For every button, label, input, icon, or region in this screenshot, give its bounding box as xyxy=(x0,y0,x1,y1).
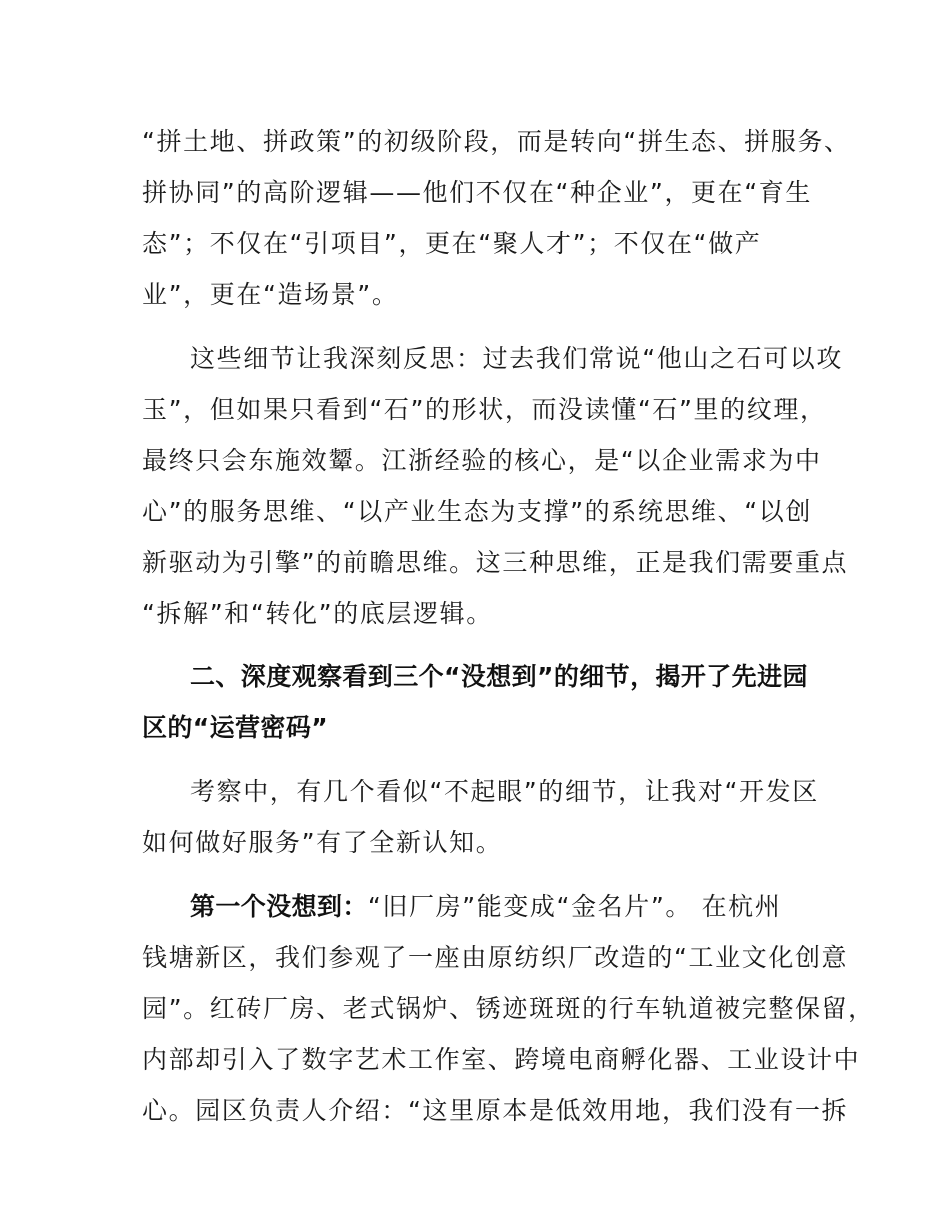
para3-line2: 如何做好服务”有了全新认知。 xyxy=(142,828,503,857)
para2-line4: 心”的服务思维、“以产业生态为支撑”的系统思维、“以创 xyxy=(142,497,813,526)
para1-line3: 态”；不仅在“引项目”，更在“聚人才”；不仅在“做产 xyxy=(142,229,762,258)
para3-line1: 考察中，有几个看似“不起眼”的细节，让我对“开发区 xyxy=(190,777,819,806)
para2-line6: “拆解”和“转化”的底层逻辑。 xyxy=(142,599,493,628)
para2-line3: 最终只会东施效颦。江浙经验的核心，是“以企业需求为中 xyxy=(142,446,822,475)
para4-lead: 第一个没想到： xyxy=(190,892,368,921)
para1-line2: 拼协同”的高阶逻辑——他们不仅在“种企业”，更在“育生 xyxy=(142,178,813,207)
para2-line5: 新驱动为引擎”的前瞻思维。这三种思维，正是我们需要重点 xyxy=(142,548,849,577)
para1-line1: “拼土地、拼政策”的初级阶段，而是转向“拼生态、拼服务、 xyxy=(142,127,851,156)
para2-line2: 玉”，但如果只看到“石”的形状，而没读懂“石”里的纹理， xyxy=(142,395,827,424)
para4-line4: 内部却引入了数字艺术工作室、跨境电商孵化器、工业设计中 xyxy=(142,1045,861,1074)
para4-line2: 钱塘新区，我们参观了一座由原纺织厂改造的“工业文化创意 xyxy=(142,943,849,972)
section-heading-line2: 区的“运营密码” xyxy=(142,713,329,742)
para4-line5: 心。园区负责人介绍：“这里原本是低效用地，我们没有一拆 xyxy=(142,1096,849,1125)
section-heading-line1: 二、深度观察看到三个“没想到”的细节，揭开了先进园 xyxy=(190,662,808,691)
para1-line4: 业”，更在“造场景”。 xyxy=(142,280,399,309)
para4-line1 xyxy=(190,891,781,923)
para2-line1: 这些细节让我深刻反思：过去我们常说“他山之石可以攻 xyxy=(190,344,843,373)
para4-line3: 园”。红砖厂房、老式锅炉、锈迹斑斑的行车轨道被完整保留， xyxy=(142,994,875,1023)
para4-line1-rest: “旧厂房”能变成“金名片”。 在杭州 xyxy=(367,892,782,921)
